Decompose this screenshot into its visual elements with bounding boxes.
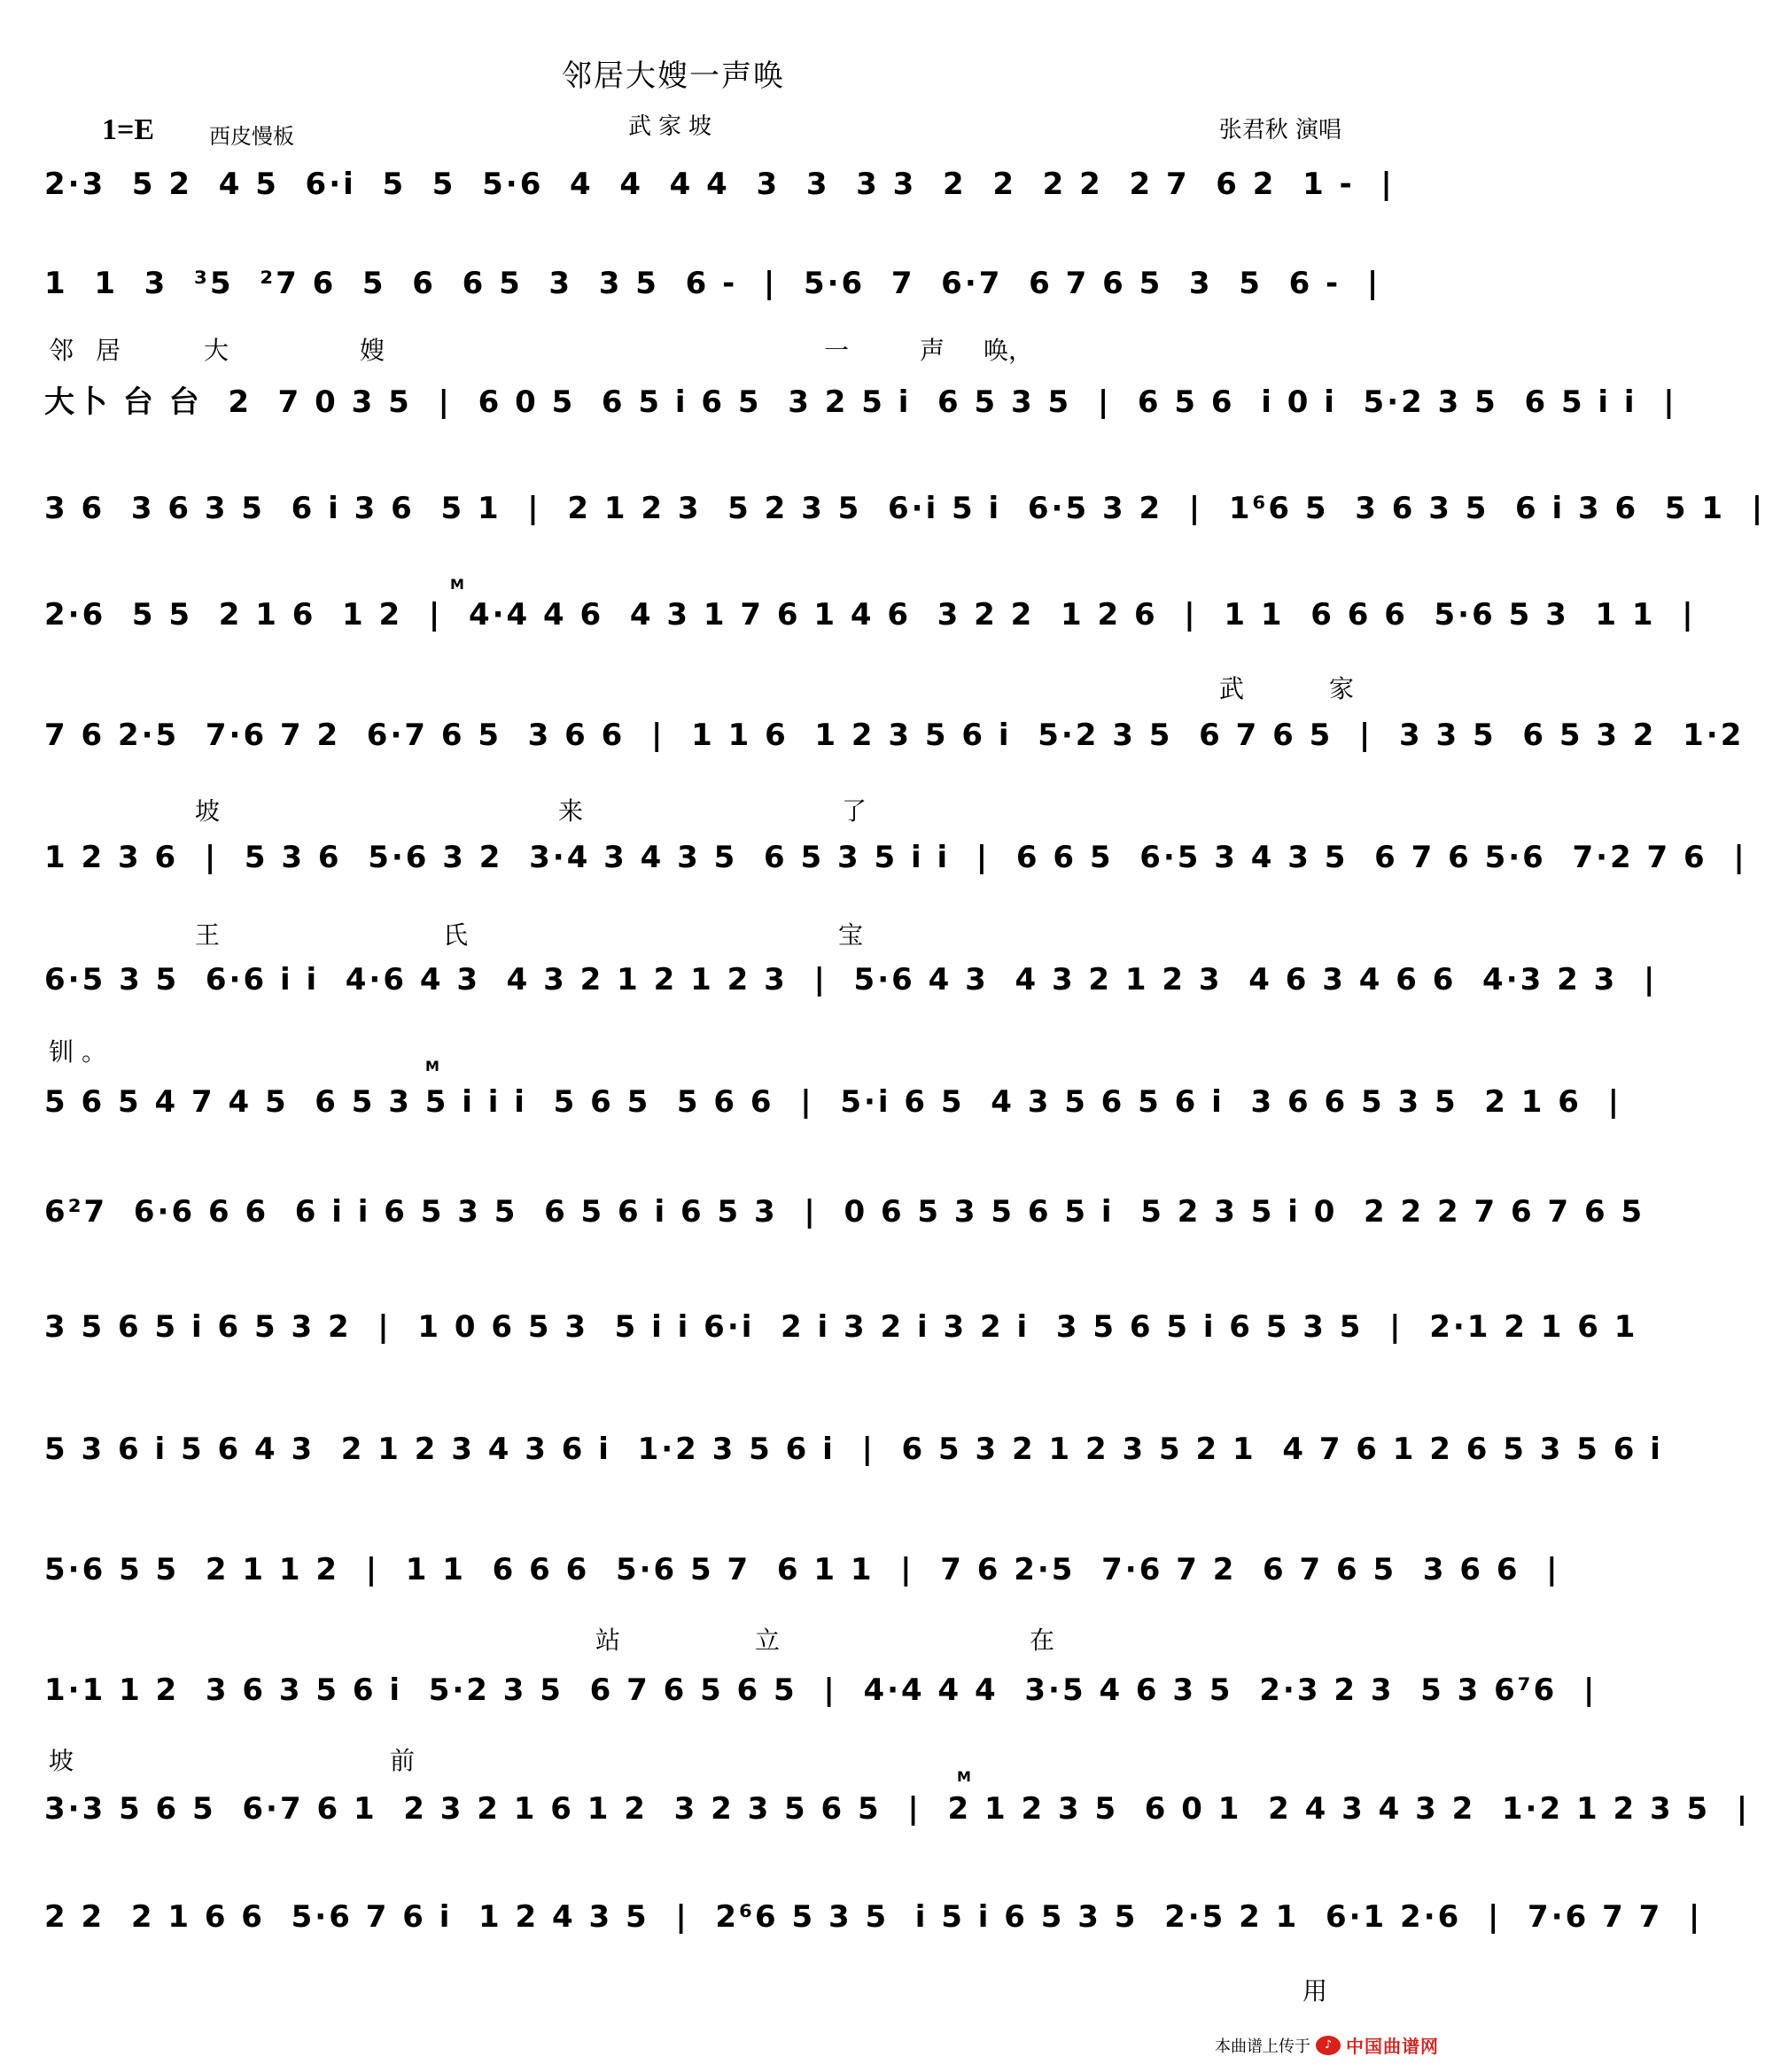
score-line-12 <box>44 1430 1663 1483</box>
score-line-4 <box>44 489 1765 542</box>
lyrics-row-3 <box>44 792 1427 827</box>
lyric-char: 坡 <box>49 1746 74 1775</box>
notes-line-13: 5·6 5 5 2 1 1 2 | 1 1 6 6 6 5·6 5 7 6 1 1 | 7 6 2·5 7·6 7 2 6 7 6 5 3 6 6 | <box>44 1552 1560 1587</box>
notes-line-2: 1 1 3 ³5 ²7 6 5 6 6 5 3 3 5 6 - | 5·6 7 6·7 6 7 6 5 3 5 6 - | <box>44 266 1381 301</box>
score-line-6 <box>44 716 1745 769</box>
subtitle: 武家坡 <box>627 113 719 140</box>
lyric-char: 前 <box>390 1746 416 1775</box>
lyric-char: 宝 <box>838 920 864 950</box>
lyric-char: 钏 <box>49 1037 74 1067</box>
notes-line-10: 6²7 6·6 6 6 6 i i 6 5 3 5 6 5 6 i 6 5 3 | 0 6 5 3 5 6 5 i 5 2 3 5 i 0 2 2 2 7 6 7 6 5 <box>44 1194 1645 1230</box>
notes-line-3: 大卜 台 台 2 7 0 3 5 | 6 0 5 6 5 i 6 5 3 2 5 i 6 5 3 5 | 6 5 6 i 0 i 5·2 3 5 6 5 i i | <box>44 384 1677 420</box>
score-line-1 <box>44 165 1427 218</box>
lyric-char: 王 <box>195 920 221 950</box>
lyric-char: 来 <box>558 796 584 826</box>
lyric-char: 氏 <box>443 920 469 950</box>
score-line-15 <box>44 1789 1751 1843</box>
notes-line-11: 3 5 6 5 i 6 5 3 2 | 1 0 6 5 3 5 i i 6·i 2 i 3 2 i 3 2 i 3 5 6 5 i 6 5 3 5 | 2·1 2 1 6 1 <box>44 1309 1638 1345</box>
lyric-char: 一 <box>824 336 850 365</box>
logo-icon: ♪ <box>1316 2036 1341 2055</box>
lyrics-row-4 <box>44 916 1427 951</box>
lyric-char: 了 <box>842 796 867 826</box>
lyric-char: 居 <box>96 336 121 365</box>
notes-line-9: 5 6 5 4 7 4 5 6 5 3 5 i i i 5 6 5 5 6 6 | 5·i 6 5 4 3 5 6 5 6 i 3 6 6 5 3 5 2 1 6 | <box>44 1084 1622 1120</box>
lyrics-row-8 <box>44 1972 1427 2007</box>
tempo-marking: 西皮慢板 <box>209 124 294 149</box>
lyric-char: 立 <box>755 1626 781 1655</box>
lyric-char: 大 <box>204 336 229 365</box>
notes-line-1: 2·3 5 2 4 5 6·i 5 5 5·6 4 4 4 4 3 3 3 3 2 2 2 2 2 7 6 2 1 - | <box>44 167 1395 202</box>
marker-m: M <box>425 1058 439 1075</box>
page-title: 邻居大嫂一声唤 <box>562 58 785 94</box>
lyric-char: 用 <box>1302 1976 1328 2006</box>
score-line-13 <box>44 1550 1560 1603</box>
notes-line-14: 1·1 1 2 3 6 3 5 6 i 5·2 3 5 6 7 6 5 6 5 | 4·4 4 4 3·5 4 6 3 5 2·3 2 3 5 3 6⁷6 | <box>44 1672 1598 1708</box>
notes-line-5: 2·6 5 5 2 1 6 1 2 | 4·4 4 6 4 3 1 7 6 1 4 6 3 2 2 1 2 6 | 1 1 6 6 6 5·6 5 3 1 1 | <box>44 597 1696 632</box>
lyric-char: 声 <box>920 336 945 365</box>
notes-line-4: 3 6 3 6 3 5 6 i 3 6 5 1 | 2 1 2 3 5 2 3 5 6·i 5 i 6·5 3 2 | 1⁶6 5 3 6 3 5 6 i 3 6 5 1 | <box>44 491 1765 526</box>
key-signature: 1=E <box>102 113 155 146</box>
lyrics-row-5 <box>44 1033 1427 1068</box>
lyric-char: 唤， <box>984 336 1034 365</box>
lyric-char: 。 <box>82 1037 107 1067</box>
score-line-10 <box>44 1192 1645 1246</box>
footer-text: 本曲谱上传于 <box>1215 2037 1310 2056</box>
notes-line-12: 5 3 6 i 5 6 4 3 2 1 2 3 4 3 6 i 1·2 3 5 6 i | 6 5 3 2 1 2 3 5 2 1 4 7 6 1 2 6 5 3 5 6 i <box>44 1432 1663 1467</box>
lyric-char: 在 <box>1030 1626 1055 1655</box>
score-line-9 <box>44 1083 1622 1136</box>
score-line-3 <box>44 383 1677 436</box>
marker-m: M <box>957 1768 971 1785</box>
lyrics-row-1 <box>44 331 1427 367</box>
footer-site[interactable]: 中国曲谱网 <box>1346 2036 1439 2057</box>
lyrics-row-7 <box>44 1742 1427 1777</box>
lyric-char: 武 <box>1219 674 1245 703</box>
performer: 张君秋 演唱 <box>1218 117 1341 144</box>
marker-m: M <box>450 576 464 593</box>
notes-line-7: 1 2 3 6 | 5 3 6 5·6 3 2 3·4 3 4 3 5 6 5 3 5 i i | 6 6 5 6·5 3 4 3 5 6 7 6 5·6 7·2 7 6 | <box>44 840 1747 875</box>
score-line-14 <box>44 1671 1598 1724</box>
lyrics-row-2 <box>44 670 1427 705</box>
lyric-char: 家 <box>1329 674 1355 703</box>
footer-credit <box>1215 2032 1439 2058</box>
score-line-16 <box>44 1897 1703 1951</box>
lyric-char: 坡 <box>195 796 221 826</box>
score-line-7 <box>44 838 1747 891</box>
score-line-2 <box>44 264 1427 317</box>
score-line-5 <box>44 595 1696 648</box>
lyrics-row-6 <box>44 1621 1427 1657</box>
notes-line-8: 6·5 3 5 6·6 i i 4·6 4 3 4 3 2 1 2 1 2 3 | 5·6 4 3 4 3 2 1 2 3 4 6 3 4 6 6 4·3 2 3 | <box>44 962 1658 997</box>
lyric-char: 嫂 <box>360 336 385 365</box>
score-line-8 <box>44 960 1658 1013</box>
lyric-char: 邻 <box>49 336 74 365</box>
notes-line-15: 3·3 5 6 5 6·7 6 1 2 3 2 1 6 1 2 3 2 3 5 6 5 | 2 1 2 3 5 6 0 1 2 4 3 4 3 2 1·2 1 2 3 5 | <box>44 1791 1751 1827</box>
notes-line-16: 2 2 2 1 6 6 5·6 7 6 i 1 2 4 3 5 | 2⁶6 5 3 5 i 5 i 6 5 3 5 2·5 2 1 6·1 2·6 | 7·6 7 7 | <box>44 1899 1703 1935</box>
notes-line-6: 7 6 2·5 7·6 7 2 6·7 6 5 3 6 6 | 1 1 6 1 2 3 5 6 i 5·2 3 5 6 7 6 5 | 3 3 5 6 5 3 2 1·2 <box>44 718 1745 753</box>
score-line-11 <box>44 1308 1638 1361</box>
lyric-char: 站 <box>595 1626 621 1655</box>
